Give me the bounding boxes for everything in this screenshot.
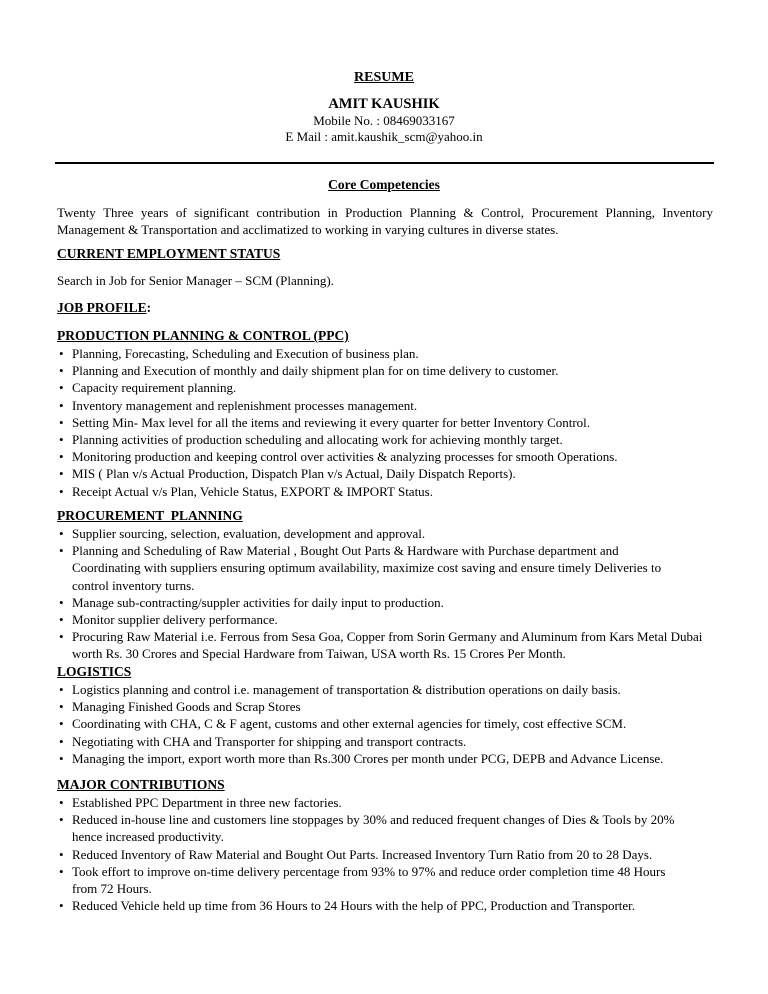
list-item: • Planning and Execution of monthly and daily shipment plan for on time delivery to customer. (57, 362, 717, 379)
list-item: • Reduced in-house line and customers line stoppages by 30% and reduced frequent changes of Dies & Tools by 20% hence increased productivity. (57, 811, 692, 845)
list-item: • Reduced Vehicle held up time from 36 Hours to 24 Hours with the help of PPC, Production and Transporter. (57, 897, 737, 914)
current-employment-heading-text: CURRENT EMPLOYMENT STATUS (57, 246, 281, 261)
list-item: • Reduced Inventory of Raw Material and Bought Out Parts. Increased Inventory Turn Ratio from 20 to 28 Days. (57, 846, 737, 863)
list-item: • Logistics planning and control i.e. management of transportation & distribution operations on daily basis. (57, 681, 747, 698)
major-contributions-heading (57, 777, 225, 793)
list-item: • Supplier sourcing, selection, evaluation, development and approval. (57, 525, 697, 542)
procurement-list (57, 525, 703, 663)
job-profile-heading (57, 300, 151, 316)
document-title: RESUME (354, 70, 414, 85)
core-competencies-heading: Core Competencies (328, 177, 440, 192)
list-item: • Manage sub-contracting/suppler activities for daily input to production. (57, 594, 697, 611)
list-item: • Managing the import, export worth more than Rs.300 Crores per month under PCG, DEPB and Advance License. (57, 750, 747, 767)
list-item: • MIS ( Plan v/s Actual Production, Dispatch Plan v/s Actual, Daily Dispatch Reports). (57, 465, 717, 482)
list-item: • Monitoring production and keeping control over activities & analyzing processes for smooth Operations. (57, 448, 717, 465)
candidate-name: AMIT KAUSHIK (328, 96, 440, 112)
list-item: • Procuring Raw Material i.e. Ferrous from Sesa Goa, Copper from Sorin Germany and Aluminum from Kars Metal Dubai worth Rs. 30 Crores and Special Hardware from Taiwan, USA worth Rs. 15 Crores Per Month. (57, 628, 727, 662)
list-item: • Planning and Scheduling of Raw Material , Bought Out Parts & Hardware with Purchase department and Coordinating with suppliers ensuring optimum availability, maximize cost saving and ensure timely Deliveries to control inventory turns. (57, 542, 662, 594)
major-contributions-list (57, 794, 737, 914)
list-item: • Receipt Actual v/s Plan, Vehicle Status, EXPORT & IMPORT Status. (57, 483, 717, 500)
mobile-number: Mobile No. : 08469033167 (313, 113, 455, 128)
header-divider (55, 162, 714, 164)
major-contributions-heading-text: MAJOR CONTRIBUTIONS (57, 777, 225, 792)
procurement-heading-text: PROCUREMENT PLANNING (57, 508, 243, 523)
list-item: • Setting Min- Max level for all the items and reviewing it every quarter for better Inventory Control. (57, 414, 717, 431)
ppc-heading-text: PRODUCTION PLANNING & CONTROL (PPC) (57, 328, 349, 343)
list-item: • Inventory management and replenishment processes management. (57, 397, 717, 414)
job-profile-colon: : (146, 300, 152, 315)
list-item: • Coordinating with CHA, C & F agent, customs and other external agencies for timely, cost effective SCM. (57, 715, 747, 732)
list-item: • Planning, Forecasting, Scheduling and Execution of business plan. (57, 345, 717, 362)
list-item: • Capacity requirement planning. (57, 379, 717, 396)
list-item: • Negotiating with CHA and Transporter for shipping and transport contracts. (57, 733, 747, 750)
list-item: • Managing Finished Goods and Scrap Stores (57, 698, 747, 715)
list-item: • Monitor supplier delivery performance. (57, 611, 697, 628)
core-competencies-text: Twenty Three years of significant contribution in Production Planning & Control, Procurement Planning, Inventory Management & Transportation and acclimatized to working in varying cultures in diverse states. (57, 205, 713, 237)
logistics-heading (57, 664, 131, 680)
email-address: E Mail : amit.kaushik_scm@yahoo.in (285, 129, 483, 144)
list-item: • Planning activities of production scheduling and allocating work for achieving monthly target. (57, 431, 717, 448)
ppc-heading (57, 328, 349, 344)
ppc-list (57, 345, 717, 500)
logistics-list (57, 681, 747, 767)
procurement-heading (57, 508, 243, 524)
current-employment-heading (57, 246, 280, 262)
logistics-heading-text: LOGISTICS (57, 664, 132, 679)
current-employment-text: Search in Job for Senior Manager – SCM (Planning). (57, 273, 334, 288)
list-item: • Took effort to improve on-time delivery percentage from 93% to 97% and reduce order completion time 48 Hours from 72 Hours. (57, 863, 672, 897)
job-profile-heading-text: JOB PROFILE (57, 300, 147, 315)
list-item: • Established PPC Department in three new factories. (57, 794, 737, 811)
